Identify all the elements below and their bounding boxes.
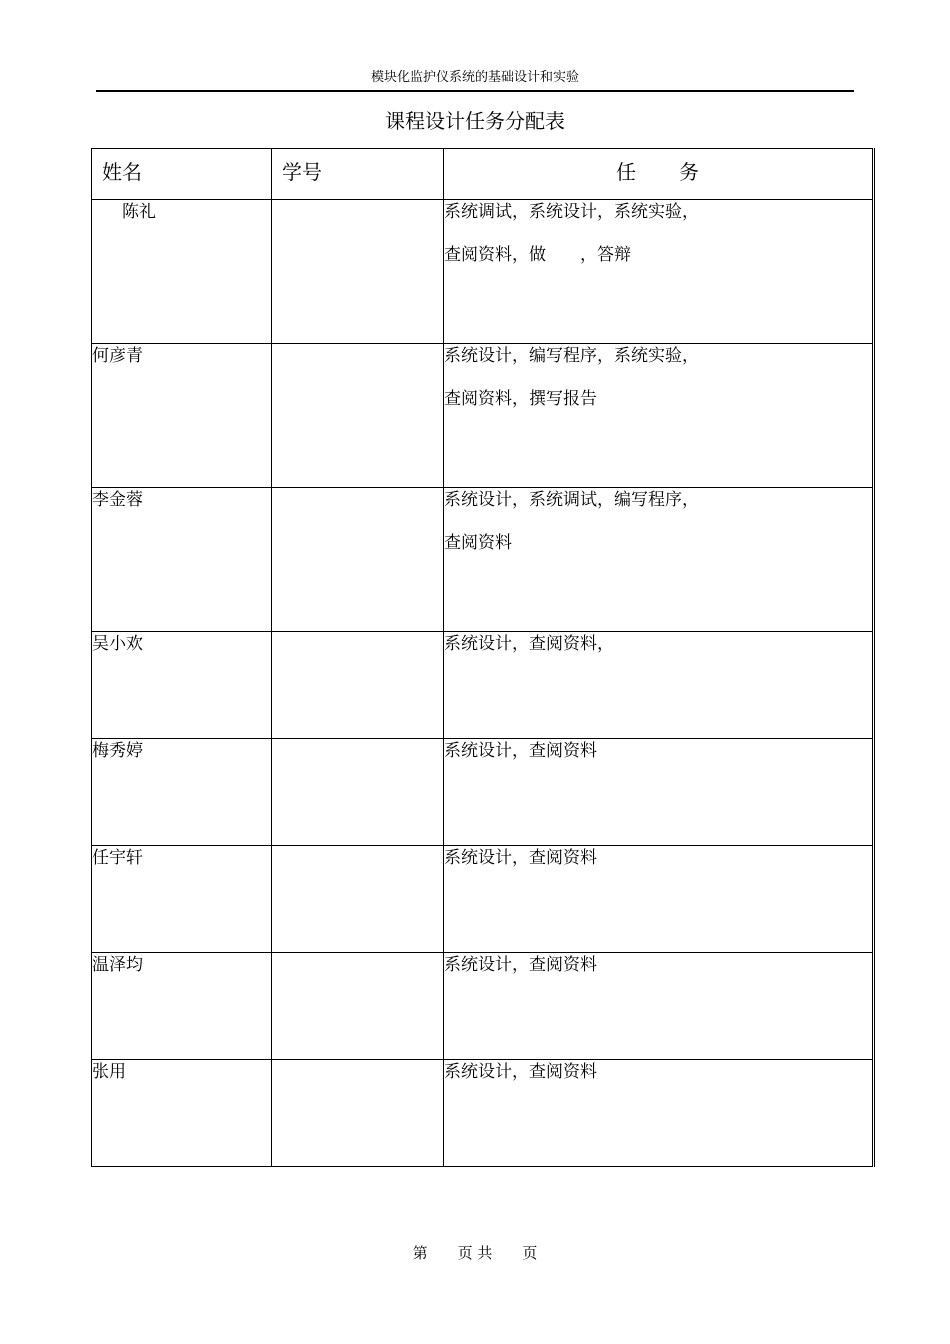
task-assignment-table <box>91 148 875 1167</box>
table-row <box>92 1060 874 1167</box>
student-id-cell <box>272 488 444 632</box>
task-cell <box>444 200 874 344</box>
table-header-row <box>92 149 874 200</box>
task-cell <box>444 953 874 1060</box>
page-header <box>96 66 854 92</box>
member-name: 李金蓉 <box>92 488 272 632</box>
student-id-cell <box>272 739 444 846</box>
task-line: 系统设计，查阅资料 <box>444 741 597 761</box>
column-header-task-left: 任 <box>616 160 637 184</box>
student-id-cell <box>272 632 444 739</box>
task-line: 系统设计，查阅资料 <box>444 955 597 975</box>
task-cell <box>444 1060 874 1167</box>
task-line: 系统设计，系统调试，编写程序， <box>444 490 699 510</box>
task-line: 查阅资料，做 ，答辩 <box>444 245 631 265</box>
member-name: 温泽均 <box>92 953 272 1060</box>
task-cell <box>444 344 874 488</box>
member-name: 张用 <box>92 1060 272 1167</box>
header-text: 模块化监护仪系统的基础设计和实验 <box>370 70 579 85</box>
column-header-name: 姓名 <box>92 149 272 200</box>
member-name: 任宇轩 <box>92 846 272 953</box>
member-name: 何彦青 <box>92 344 272 488</box>
column-header-task-right: 务 <box>679 160 700 184</box>
table-row <box>92 488 874 632</box>
page-footer: 第 页 共 页 <box>412 1244 538 1262</box>
student-id-cell <box>272 953 444 1060</box>
task-line: 查阅资料，撰写报告 <box>444 389 597 409</box>
task-line: 查阅资料 <box>444 533 512 553</box>
student-id-cell <box>272 1060 444 1167</box>
table-row <box>92 739 874 846</box>
table-row <box>92 200 874 344</box>
student-id-cell <box>272 344 444 488</box>
task-cell <box>444 739 874 846</box>
student-id-cell <box>272 200 444 344</box>
task-cell <box>444 846 874 953</box>
column-header-student-id: 学号 <box>272 149 444 200</box>
task-line: 系统调试，系统设计，系统实验， <box>444 202 699 222</box>
member-name: 陈礼 <box>92 200 272 344</box>
table-row <box>92 344 874 488</box>
task-line: 系统设计，查阅资料 <box>444 848 597 868</box>
column-header-task <box>444 149 874 200</box>
task-cell <box>444 488 874 632</box>
member-name: 梅秀婷 <box>92 739 272 846</box>
student-id-cell <box>272 846 444 953</box>
task-line: 系统设计，查阅资料 <box>444 1062 597 1082</box>
task-line: 系统设计，编写程序，系统实验， <box>444 346 699 366</box>
table-row <box>92 846 874 953</box>
task-cell <box>444 632 874 739</box>
task-line: 系统设计，查阅资料， <box>444 634 614 654</box>
table-row <box>92 953 874 1060</box>
member-name: 吴小欢 <box>92 632 272 739</box>
document-title: 课程设计任务分配表 <box>385 109 565 133</box>
table-row <box>92 632 874 739</box>
